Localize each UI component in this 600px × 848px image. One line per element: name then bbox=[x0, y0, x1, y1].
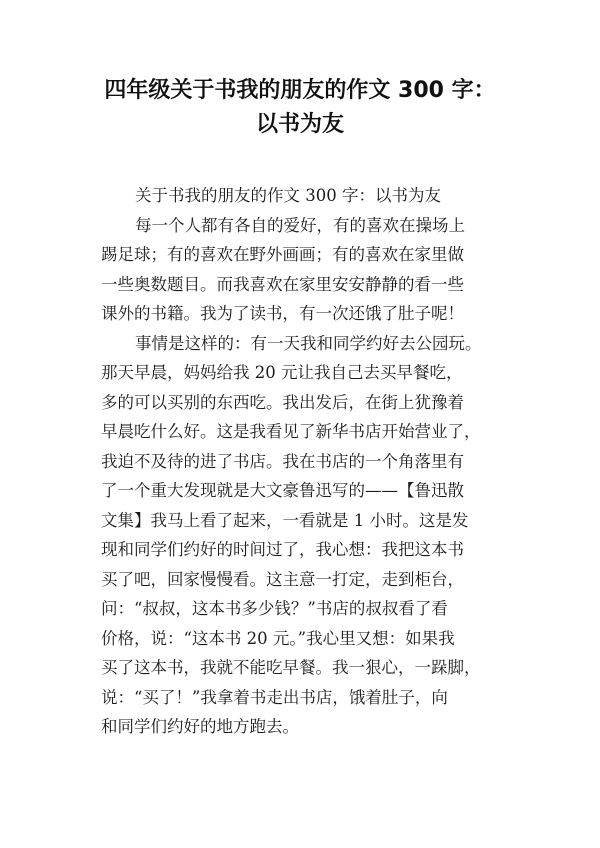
body-line: 课外的书籍。我为了读书，有一次还饿了肚子呢！ bbox=[101, 304, 464, 323]
body-line: 买了吧，回家慢慢看。这主意一打定，走到柜台， bbox=[101, 569, 464, 589]
body-line: 早晨吃什么好。这是我看见了新华书店开始营业了， bbox=[101, 422, 481, 441]
title-line-1: 四年级关于书我的朋友的作文 300 字： bbox=[104, 78, 496, 103]
body-line: 那天早晨，妈妈给我 20 元让我自己去买早餐吃， bbox=[101, 363, 463, 382]
body-line: 我迫不及待的进了书店。我在书店的一个角落里有 bbox=[101, 451, 464, 471]
body-line: 一些奥数题目。而我喜欢在家里安安静静的看一些 bbox=[101, 274, 464, 294]
body-line: 和同学们约好的地方跑去。 bbox=[101, 717, 299, 736]
document-body bbox=[101, 181, 521, 742]
title-line-2: 以书为友 bbox=[255, 112, 344, 137]
body-line: 事情是这样的：有一天我和同学约好去公园玩。 bbox=[135, 333, 482, 353]
body-line: 买了这本书，我就不能吃早餐。我一狠心，一跺脚， bbox=[101, 658, 481, 677]
body-line: 现和同学们约好的时间过了，我心想：我把这本书 bbox=[101, 540, 464, 559]
body-line: 踢足球；有的喜欢在野外画画；有的喜欢在家里做 bbox=[101, 245, 464, 264]
body-line: 问：“叔叔，这本书多少钱？”书店的叔叔看了看 bbox=[101, 599, 448, 618]
body-line: 价格，说：“这本书 20 元。”我心里又想：如果我 bbox=[101, 628, 455, 648]
document-title bbox=[60, 74, 540, 142]
body-line: 了一个重大发现就是大文豪鲁迅写的——【鲁迅散 bbox=[101, 481, 464, 500]
body-line: 文集】我马上看了起来，一看就是 1 小时。这是发 bbox=[101, 510, 469, 530]
body-line: 关于书我的朋友的作文 300 字：以书为友 bbox=[135, 186, 441, 205]
body-line: 每一个人都有各自的爱好，有的喜欢在操场上 bbox=[135, 215, 465, 235]
body-line: 多的可以买别的东西吃。我出发后，在街上犹豫着 bbox=[101, 392, 464, 412]
body-line: 说：“买了！”我拿着书走出书店，饿着肚子，向 bbox=[101, 687, 448, 707]
